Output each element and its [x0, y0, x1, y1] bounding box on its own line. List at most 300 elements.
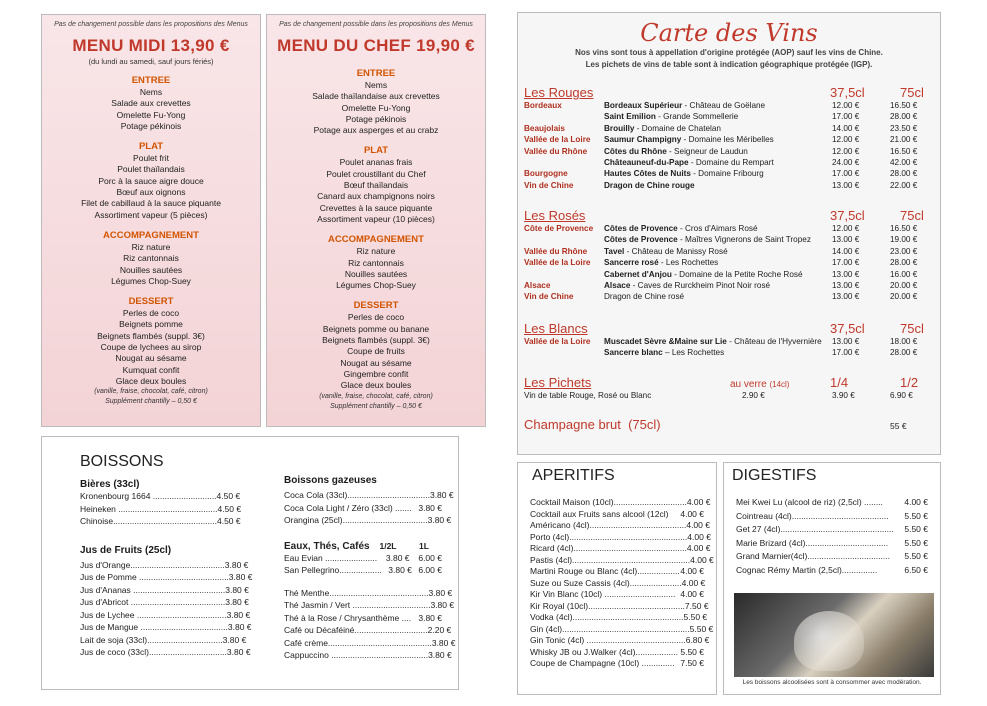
price-row	[736, 523, 928, 537]
menu-item: Nougat au sésame	[115, 353, 187, 364]
item-price: 3.80 €	[227, 622, 252, 632]
champagne-name: Champagne brut	[524, 417, 621, 432]
item-name: Coupe de Champagne (10cl) ..............	[530, 658, 675, 668]
item-name: Café crème............................................	[284, 637, 432, 648]
boissons-panel	[41, 436, 459, 690]
menu-midi-title: MENU MIDI 13,90 €	[72, 36, 230, 55]
item-price: 3.80 €	[428, 587, 453, 598]
menu-midi-entree-list	[42, 87, 260, 132]
pichet-col-half: 1/2	[900, 375, 919, 390]
wine-appellation: Muscadet Sèvre &Maine sur Lie	[604, 337, 727, 346]
gaz-list	[284, 489, 454, 527]
item-name: Porto (4cl)..................................................	[530, 531, 688, 542]
menu-item: Bœuf thaïlandais	[343, 180, 409, 191]
menu-item: Crevettes à la sauce piquante	[319, 202, 433, 213]
wine-region: Vin de Chine	[524, 180, 574, 190]
menu-item: Potage pékinois	[345, 113, 407, 124]
wine-price-75cl: 28.00 €	[890, 169, 918, 179]
wine-row	[524, 157, 932, 168]
item-name: Américano (4cl).........................................	[530, 520, 687, 530]
item-price: 3.80 €	[226, 609, 251, 620]
item-name: Kir Vin Blanc (10cl) ..............................	[530, 589, 676, 599]
menu-item: Riz nature	[356, 246, 396, 257]
item-name: Grand Marnier(4cl)...................................	[736, 551, 890, 562]
item-name: Mei Kwei Lu (alcool de riz) (2,5cl) ........	[736, 497, 883, 507]
wine-producer: - Domaine de Chatelan	[634, 123, 721, 133]
menu-chef-note: Pas de changement possible dans les propositions des Menus	[279, 21, 473, 28]
boissons-col-left	[80, 479, 253, 659]
wine-price-37cl: 12.00 €	[832, 135, 860, 145]
price-row	[736, 550, 928, 564]
item-price: 4.00 €	[687, 531, 711, 542]
menu-midi-accomp-title: ACCOMPAGNEMENT	[103, 229, 199, 241]
item-price: 5.50 €	[683, 612, 708, 622]
wine-price-75cl: 28.00 €	[890, 348, 918, 358]
item-name: Jus de Lychee ......................................	[80, 609, 227, 620]
menu-item: Potage aux asperges et au crabz	[313, 125, 439, 136]
price-row	[284, 612, 442, 625]
wine-name	[604, 100, 832, 111]
wine-region: Alsace	[524, 281, 551, 291]
champagne-label	[524, 417, 890, 432]
item-price: 6.50 €	[904, 564, 928, 575]
glass-shape	[794, 611, 864, 671]
menu-item: Beignets flambés (suppl. 3€)	[97, 330, 205, 341]
menu-midi-note: Pas de changement possible dans les propositions des Menus	[54, 21, 248, 28]
item-price-liter: 6.00 €	[418, 552, 442, 563]
wine-col-37cl: 37,5cl	[830, 85, 865, 100]
price-row	[284, 649, 452, 662]
menu-item: Bœuf aux oignons	[116, 187, 186, 198]
wine-appellation: Brouilly	[604, 123, 635, 133]
pichet-verre: au verre	[730, 379, 767, 390]
item-price: 3.80 €	[428, 650, 452, 660]
menu-chef-plat-title: PLAT	[363, 145, 389, 157]
eaux-title: Eaux, Thés, Cafés	[284, 540, 370, 552]
wine-region: Vin de Chine	[524, 292, 574, 302]
wine-region: Vallée de la Loire	[524, 135, 591, 145]
wine-producer: - Cros d'Aimars Rosé	[677, 224, 758, 233]
jus-list	[80, 559, 253, 659]
digestifs-list	[736, 496, 928, 578]
item-name: Lait de soja (33cl)................................	[80, 634, 223, 645]
aperitifs-panel	[517, 462, 717, 695]
wine-name	[604, 291, 832, 302]
item-name: Kronenbourg 1664 ...........................	[80, 491, 217, 501]
menu-item: Porc à la sauce aigre douce	[98, 175, 204, 186]
wine-appellation: Côtes de Provence	[604, 224, 678, 233]
price-row	[530, 531, 711, 544]
menu-chef-panel	[266, 14, 486, 427]
menu-item: Coupe de lychees au sirop	[100, 342, 202, 353]
menu-chef-foot2: Supplément chantilly – 0,50 €	[330, 402, 422, 410]
pichet-row	[524, 390, 932, 401]
menu-item: Poulet ananas frais	[339, 157, 413, 168]
wine-producer: - Château de Manissy Rosé	[624, 246, 728, 256]
menu-chef-plat-list	[267, 157, 485, 225]
item-price: 4.00 €	[680, 566, 704, 576]
wine-price-75cl: 20.00 €	[890, 292, 918, 302]
menu-chef-dessert-title: DESSERT	[353, 300, 399, 312]
menu-chef-dessert-list	[267, 312, 485, 391]
price-row	[80, 571, 253, 584]
price-row	[284, 587, 453, 600]
item-price: 3.80 €	[224, 559, 249, 570]
eaux-list	[284, 552, 442, 577]
item-name: Jus d'Abricot ........................................	[80, 597, 226, 607]
wine-appellation: Bordeaux Supérieur	[604, 101, 683, 110]
menu-item: Nems	[364, 80, 388, 90]
wine-name	[604, 280, 832, 291]
price-row	[530, 647, 704, 659]
item-price: 2.20 €	[427, 625, 452, 635]
price-row	[80, 621, 252, 634]
price-row	[80, 634, 247, 647]
menu-midi-dessert-title: DESSERT	[128, 296, 174, 308]
price-row	[530, 566, 704, 578]
item-name: Thé Menthe..........................................	[284, 587, 429, 598]
item-name: Cappuccino .........................................	[284, 650, 429, 660]
wine-col-37cl: 37,5cl	[830, 321, 865, 336]
pichet-quarter-price: 3.90 €	[832, 391, 855, 400]
wine-appellation: Sancerre blanc	[604, 348, 663, 358]
wine-price-37cl: 17.00 €	[832, 348, 860, 358]
item-name: Cognac Rémy Martin (2,5cl)...............	[736, 564, 878, 575]
wine-producer: - Domaine de la Petite Roche Rosé	[671, 269, 803, 279]
menu-item: Nems	[139, 87, 163, 97]
item-price: 5.50 €	[904, 510, 928, 521]
menu-midi-plat-title: PLAT	[138, 141, 164, 153]
wine-region: Côte de Provence	[524, 224, 594, 233]
wine-appellation: Dragon de Chine rouge	[604, 180, 695, 190]
wine-name	[604, 134, 832, 145]
wine-col-37cl: 37,5cl	[830, 208, 865, 223]
menu-midi-entree-title: ENTREE	[131, 75, 171, 86]
item-name: Cocktail aux Fruits sans alcool (12cl)	[530, 508, 669, 519]
wine-row	[524, 123, 932, 134]
price-row	[284, 514, 452, 527]
digestifs-title: DIGESTIFS	[732, 467, 817, 484]
item-price: 4.50 €	[216, 516, 241, 526]
item-price: 3.80 €	[222, 634, 247, 645]
item-name: Eau Evian ......................	[284, 552, 378, 563]
wine-producer: - Seigneur de Laudun	[666, 146, 748, 156]
item-name: Café ou Décaféiné...............................	[284, 625, 428, 635]
menu-midi-plat-list	[42, 153, 260, 221]
item-price: 7.50 €	[684, 600, 709, 611]
wine-name	[604, 223, 832, 234]
price-row	[530, 520, 710, 532]
menu-item: Glace deux boules	[340, 380, 412, 391]
item-name: Thé Jasmin / Vert .................................	[284, 600, 431, 610]
wine-appellation: Côtes de Provence	[604, 235, 678, 245]
menu-chef-accomp-list	[267, 246, 485, 291]
wine-price-75cl: 16.00 €	[890, 269, 918, 279]
item-price: 3.80 €	[225, 597, 249, 607]
wine-price-37cl: 14.00 €	[832, 123, 860, 133]
menu-item: Riz cantonnais	[123, 253, 179, 264]
price-row	[80, 503, 242, 516]
wine-row	[524, 223, 932, 234]
item-name: Gin (4cl)......................................................	[530, 623, 690, 634]
menu-item: Gingembre confit	[343, 368, 409, 379]
wine-region: Bordeaux	[524, 101, 562, 110]
wine-price-37cl: 13.00 €	[832, 269, 860, 279]
wine-producer: Dragon de Chine rosé	[604, 292, 685, 302]
pichet-verre-size: (14cl)	[769, 380, 790, 389]
alcohol-caption: Les boissons alcoolisées sont à consommer avec modération.	[742, 679, 922, 686]
wine-price-37cl: 24.00 €	[832, 158, 860, 168]
menu-midi-accomp-list	[42, 242, 260, 287]
item-price-half: 3.80 €	[388, 565, 412, 575]
item-price: 4.00 €	[690, 554, 714, 565]
menu-item: Omelette Fu-Yong	[116, 109, 186, 120]
wine-section-blancs	[524, 321, 932, 359]
wine-row	[524, 291, 932, 302]
bieres-title: Bières (33cl)	[80, 479, 140, 490]
wine-name	[604, 336, 832, 347]
price-row	[80, 609, 251, 622]
wine-section-title: Les Pichets	[524, 375, 592, 390]
wine-region: Vallée du Rhône	[524, 246, 588, 256]
item-name: Kir Royal (10cl).........................................	[530, 600, 685, 611]
item-price: 3.80 €	[427, 515, 452, 525]
price-row	[80, 584, 249, 597]
price-row	[530, 589, 704, 601]
price-row	[530, 635, 710, 647]
menu-item: Beignets pomme	[119, 319, 183, 330]
menu-item: Filet de cabillaud à la sauce piquante	[81, 198, 221, 209]
wine-appellation: Saumur Champigny	[604, 135, 682, 145]
item-name: Martini Rouge ou Blanc (4cl)..................	[530, 566, 680, 576]
price-row	[284, 599, 455, 612]
wine-price-37cl: 12.00 €	[832, 146, 860, 156]
wine-title: Carte des Vins	[640, 19, 818, 47]
price-row	[80, 559, 249, 572]
item-price: 3.80 €	[430, 600, 455, 610]
menu-chef-title: MENU DU CHEF 19,90 €	[277, 36, 475, 55]
menu-item: Coupe de fruits	[347, 346, 405, 357]
menu-midi-dessert-list	[42, 308, 260, 387]
wine-name	[604, 168, 832, 179]
price-row	[736, 510, 928, 524]
wine-row	[524, 100, 932, 111]
wine-price-75cl: 16.50 €	[890, 224, 918, 233]
wine-producer: - Domaine du Rempart	[688, 158, 774, 168]
gaz-title: Boissons gazeuses	[284, 475, 377, 486]
price-row	[284, 564, 442, 577]
item-price: 5.50 €	[689, 623, 714, 634]
item-price: 5.50 €	[680, 646, 704, 657]
wine-price-75cl: 28.00 €	[890, 258, 918, 268]
item-name: Jus d'Orange........................................	[80, 559, 225, 570]
wine-appellation: Hautes Côtes de Nuits	[604, 169, 691, 179]
price-row	[284, 624, 452, 637]
wine-price-37cl: 14.00 €	[832, 246, 860, 256]
item-price: 4.00 €	[686, 543, 711, 553]
item-price: 3.80 €	[228, 572, 253, 582]
menu-item: Salade thaïlandaise aux crevettes	[312, 91, 440, 102]
wine-row	[524, 146, 932, 157]
wine-appellation: Saint Emilion	[604, 112, 656, 122]
item-price: 5.50 €	[904, 537, 928, 548]
wine-price-37cl: 13.00 €	[832, 337, 860, 346]
pichet-half-price: 6.90 €	[890, 391, 913, 400]
wine-region: Vallée de la Loire	[524, 258, 591, 268]
wine-price-75cl: 18.00 €	[890, 337, 918, 346]
thes-list	[284, 587, 456, 662]
menu-item: Canard aux champignons noirs	[317, 191, 435, 202]
pichet-col-quarter: 1/4	[830, 375, 849, 390]
wine-appellation: Cabernet d'Anjou	[604, 269, 672, 279]
pichet-verre-label	[730, 379, 830, 390]
digestifs-panel	[723, 462, 941, 695]
wine-price-37cl: 13.00 €	[832, 235, 860, 245]
item-name: Jus de coco (33cl).................................	[80, 647, 227, 657]
price-row	[736, 537, 928, 551]
item-name: Coca Cola (33cl)...................................	[284, 490, 430, 500]
wine-row	[524, 269, 932, 280]
price-row	[530, 543, 711, 555]
wine-row	[524, 347, 932, 358]
bieres-list	[80, 490, 242, 528]
wine-name	[604, 234, 832, 245]
item-price: 4.00 €	[680, 589, 704, 599]
menu-item: Riz nature	[131, 241, 171, 252]
wine-producer: - Domaine les Méribelles	[681, 135, 774, 145]
price-row	[284, 637, 456, 650]
wine-region: Bourgogne	[524, 169, 568, 179]
item-price: 4.50 €	[216, 491, 241, 501]
item-name: Orangina (25cl)....................................	[284, 515, 428, 525]
eaux-header	[284, 541, 442, 552]
wine-price-37cl: 17.00 €	[832, 112, 860, 122]
wine-name	[604, 246, 832, 257]
wine-price-37cl: 13.00 €	[832, 281, 860, 291]
wine-price-75cl: 20.00 €	[890, 281, 918, 291]
menu-item: Nougat au sésame	[340, 357, 412, 368]
item-price: 3.80 €	[418, 612, 442, 623]
item-name: Jus d'Ananas .......................................	[80, 584, 226, 595]
pichet-desc: Vin de table Rouge, Rosé ou Blanc	[524, 391, 652, 400]
wine-rows	[524, 223, 932, 303]
price-row	[80, 490, 241, 503]
item-price: 3.80 €	[418, 502, 442, 513]
wine-price-75cl: 28.00 €	[890, 112, 918, 122]
eaux-col-one: 1L	[419, 540, 429, 551]
item-name: Jus de Mangue .....................................	[80, 622, 228, 632]
menu-item: Perles de coco	[122, 308, 180, 319]
menu-midi-foot1: (vanille, fraise, chocolat, café, citron)	[94, 388, 208, 396]
wine-price-75cl: 22.00 €	[890, 180, 918, 190]
price-row	[80, 646, 251, 659]
item-price-half: 3.80 €	[385, 552, 410, 563]
wine-region	[524, 157, 604, 168]
wine-rows	[524, 100, 932, 191]
champagne-price: 55 €	[890, 421, 907, 431]
item-name: Ricard (4cl)................................................	[530, 543, 687, 553]
price-row	[530, 612, 708, 624]
price-row	[530, 623, 714, 636]
wine-name	[604, 123, 832, 134]
wine-price-37cl: 13.00 €	[832, 292, 860, 302]
menu-item: Beignets flambés (suppl. 3€)	[322, 335, 430, 346]
wine-name	[604, 269, 832, 280]
wine-section-rouges	[524, 85, 932, 191]
menu-item: Poulet thaïlandais	[117, 164, 185, 175]
menu-chef-accomp-title: ACCOMPAGNEMENT	[328, 234, 424, 246]
wine-row	[524, 336, 932, 347]
menu-midi-subtitle: (du lundi au samedi, sauf jours fériés)	[88, 57, 214, 66]
wine-price-75cl: 16.50 €	[890, 146, 918, 156]
wine-producer: - Les Rochettes	[658, 258, 719, 268]
wine-producer: - Grande Sommellerie	[655, 112, 739, 122]
wine-price-75cl: 42.00 €	[890, 158, 918, 168]
item-price: 3.80 €	[226, 647, 251, 657]
price-row	[530, 497, 711, 509]
menu-item: Nouilles sautées	[119, 264, 183, 275]
wine-section-champagne	[524, 417, 932, 432]
item-price: 5.50 €	[904, 524, 928, 535]
price-row	[530, 554, 714, 567]
wine-price-37cl: 12.00 €	[832, 101, 860, 110]
item-name: Pastis (4cl)..................................................	[530, 554, 691, 565]
price-row	[80, 596, 249, 609]
item-name: Jus de Pomme ......................................	[80, 572, 229, 582]
menu-chef-entree-title: ENTREE	[356, 68, 396, 79]
wine-price-37cl: 12.00 €	[832, 224, 860, 233]
wine-region: Vallée du Rhône	[524, 146, 588, 156]
wine-name	[604, 257, 832, 268]
price-row	[80, 515, 241, 528]
menu-item: Légumes Chop-Suey	[336, 280, 416, 291]
menu-item: Kumquat confit	[122, 364, 180, 375]
aperitifs-title: APERITIFS	[532, 467, 615, 484]
wine-name	[604, 347, 832, 358]
wine-row	[524, 111, 932, 122]
wine-price-37cl: 17.00 €	[832, 169, 860, 179]
item-name: Cointreau (4cl).........................................	[736, 510, 889, 521]
wine-row	[524, 234, 932, 245]
price-row	[530, 600, 709, 613]
price-row	[736, 564, 928, 578]
wine-name	[604, 111, 832, 122]
menu-item: Assortiment vapeur (5 pièces)	[94, 209, 208, 220]
item-name: Suze ou Suze Cassis (4cl)......................	[530, 577, 682, 588]
item-price-liter: 6.00 €	[418, 565, 442, 575]
wine-appellation: Côtes du Rhône	[604, 146, 667, 156]
item-name: Heineken ..........................................	[80, 503, 218, 514]
price-row	[530, 509, 704, 521]
wine-region	[524, 234, 604, 245]
item-price: 4.00 €	[680, 508, 704, 519]
champagne-size: (75cl)	[628, 417, 661, 432]
wine-rows	[524, 336, 932, 359]
wine-producer: – Les Rochettes	[662, 348, 725, 358]
wine-appellation: Sancerre rosé	[604, 258, 659, 268]
menu-item: Glace deux boules	[115, 375, 187, 386]
jus-title: Jus de Fruits (25cl)	[80, 544, 172, 556]
wine-intro-2: Les pichets de vins de table sont à indication géographique protégée (IGP).	[585, 60, 873, 69]
menu-midi-foot2: Supplément chantilly – 0,50 €	[105, 398, 197, 406]
wine-section-title: Les Rouges	[524, 85, 594, 100]
wine-col-75cl: 75cl	[900, 321, 924, 336]
boissons-title: BOISSONS	[80, 453, 164, 470]
item-name: Thé à la Rose / Chrysanthème ....	[284, 612, 412, 623]
menu-item: Perles de coco	[347, 312, 405, 323]
cognac-pour-image	[734, 593, 934, 677]
item-price: 3.80 €	[225, 584, 249, 595]
